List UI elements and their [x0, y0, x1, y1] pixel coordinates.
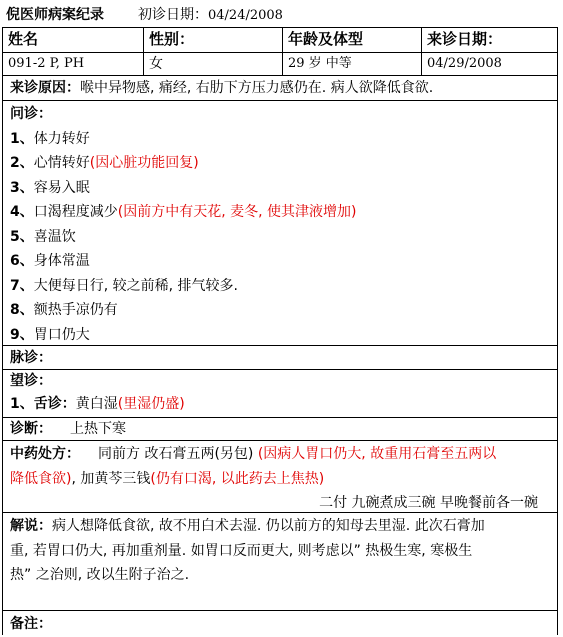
inquiry-label: 问诊：	[10, 106, 52, 122]
tongue-diagnosis: 1、舌诊：黄白湿(里湿仍盛)	[10, 396, 185, 412]
observation-label: 望诊：	[10, 373, 52, 389]
age-label: 年龄及体型	[282, 28, 421, 52]
case-record-table	[2, 27, 558, 635]
dosage-instructions: 二付 九碗煮成三碗 早晚餐前各一碗	[319, 495, 538, 511]
pulse-row	[3, 345, 557, 369]
diagnosis-label: 诊断：	[10, 421, 52, 437]
explanation-section	[3, 512, 557, 610]
patient-id-value: 091-2 P, PH	[8, 56, 85, 71]
herbal-note-2: (仍有口渴, 以此药去上焦热)	[150, 470, 325, 487]
list-item: 8、额热手凉仍有	[10, 302, 118, 318]
inquiry-note: (因心脏功能回复)	[89, 155, 199, 171]
inquiry-section	[3, 100, 557, 345]
visit-date-value: 04/29/2008	[421, 53, 557, 75]
explanation-label: 解说：	[10, 518, 52, 534]
herbal-text-2: , 加黄芩三钱	[71, 470, 151, 487]
explanation-line-1: 病人想降低食欲, 故不用白术去湿. 仍以前方的知母去里湿. 此次石膏加	[52, 518, 485, 534]
observation-note: (里湿仍盛)	[117, 396, 185, 412]
herbal-prescription-section	[3, 440, 557, 512]
visit-date-label: 来诊日期：	[421, 28, 557, 52]
record-header	[6, 4, 283, 26]
list-item: 7、大便每日行, 较之前稀, 排气较多.	[10, 277, 239, 294]
info-label-row	[3, 28, 557, 52]
reason-label: 来诊原因：	[10, 80, 80, 96]
gender-label: 性别：	[143, 28, 282, 52]
list-item: 4、口渴程度减少(因前方中有天花, 麦冬, 使其津液增加)	[10, 204, 357, 220]
explanation-line-3: 热” 之治则, 改以生附子治之.	[10, 567, 190, 583]
pulse-label: 脉诊：	[10, 350, 52, 366]
first-visit-date: 04/24/2008	[208, 8, 283, 23]
list-item: 2、心情转好(因心脏功能回复)	[10, 155, 199, 171]
herbal-text-1: 同前方 改石膏五两(另包)	[98, 446, 258, 462]
inquiry-note: (因前方中有天花, 麦冬, 使其津液增加)	[117, 204, 357, 220]
list-item: 5、喜温饮	[10, 228, 76, 245]
list-item: 1、体力转好	[10, 130, 90, 147]
age-build-value: 29 岁 中等	[282, 53, 421, 75]
diagnosis-text: 上热下寒	[70, 421, 126, 437]
record-title: 倪医师病案纪录	[6, 7, 104, 23]
herbal-label: 中药处方：	[10, 446, 80, 462]
explanation-line-2: 重, 若胃口仍大, 再加重剂量. 如胃口反而更大, 则考虑以” 热极生寒, 寒极生	[10, 542, 473, 559]
herbal-note-1a: (因病人胃口仍大, 故重用石膏至五两以	[257, 446, 497, 462]
list-item: 6、身体常温	[10, 253, 90, 269]
info-value-row	[3, 52, 557, 75]
reason-row	[3, 75, 557, 100]
list-item: 9、胃口仍大	[10, 326, 90, 343]
herbal-note-1b: 降低食欲)	[10, 470, 72, 487]
observation-section	[3, 369, 557, 417]
name-label: 姓名	[8, 30, 39, 48]
remarks-row	[3, 610, 557, 636]
diagnosis-row	[3, 417, 557, 440]
list-item: 3、容易入眠	[10, 179, 90, 196]
first-visit-label: 初诊日期：	[138, 7, 208, 23]
remarks-label: 备注：	[10, 616, 52, 632]
reason-text: 喉中异物感, 痛经, 右肋下方压力感仍在. 病人欲降低食欲.	[80, 80, 434, 96]
gender-value: 女	[143, 53, 282, 75]
